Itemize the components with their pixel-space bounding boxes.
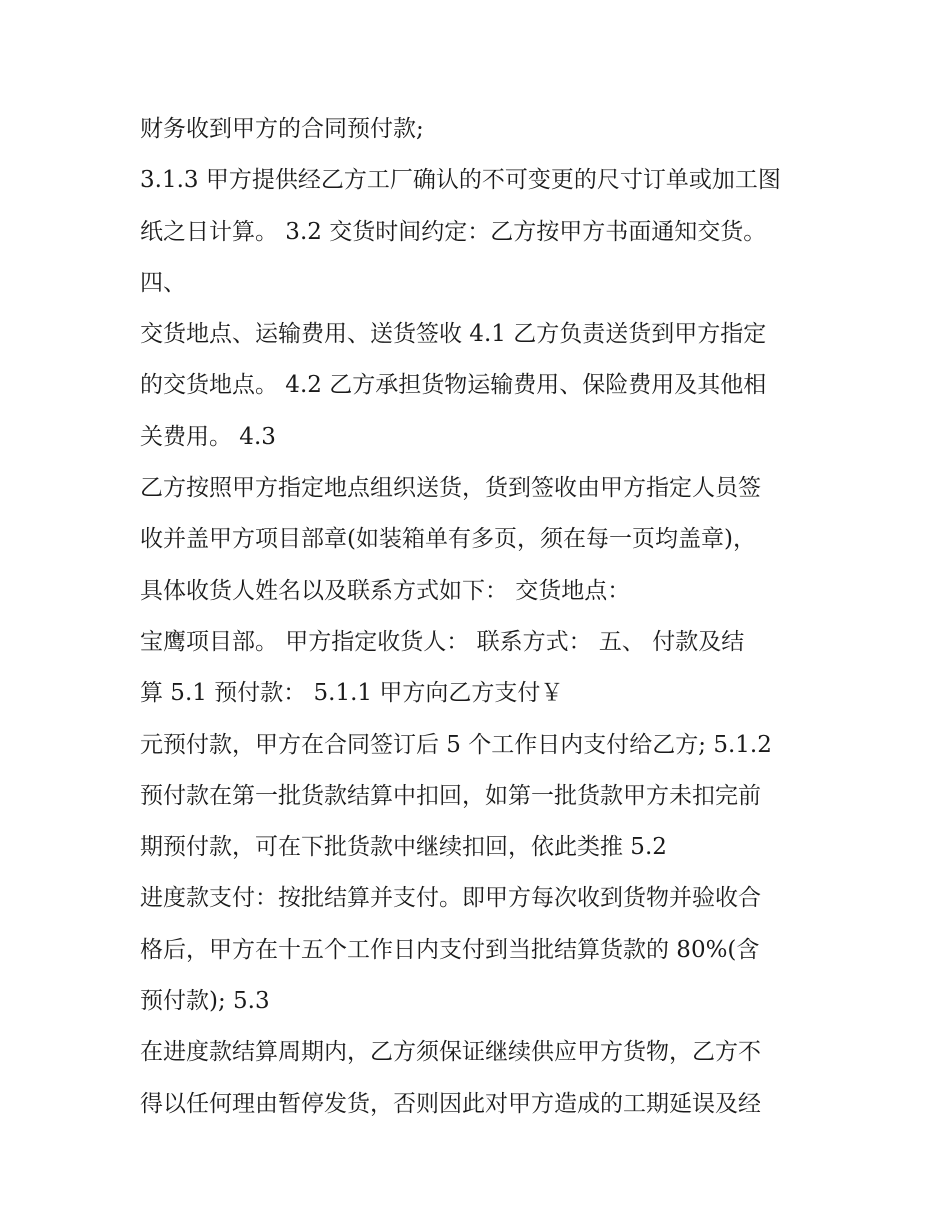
text-line: 具体收货人姓名以及联系方式如下： 交货地点： bbox=[140, 577, 631, 604]
text-line: 算 5.1 预付款： 5.1.1 甲方向乙方支付￥ bbox=[140, 680, 564, 707]
text-line: 财务收到甲方的合同预付款; bbox=[140, 116, 424, 142]
text-line: 3.1.3 甲方提供经乙方工厂确认的不可变更的尺寸订单或加工图 bbox=[140, 167, 781, 194]
text-line: 在进度款结算周期内，乙方须保证继续供应甲方货物，乙方不 bbox=[140, 1039, 761, 1066]
text-line: 格后，甲方在十五个工作日内支付到当批结算货款的 80%(含 bbox=[140, 936, 760, 963]
text-line: 关费用。 4.3 bbox=[140, 423, 276, 450]
text-line: 期预付款，可在下批货款中继续扣回，依此类推 5.2 bbox=[140, 834, 667, 861]
text-line: 四、 bbox=[140, 269, 186, 296]
text-line: 乙方按照甲方指定地点组织送货，货到签收由甲方指定人员签 bbox=[140, 475, 761, 502]
text-line: 预付款); 5.3 bbox=[140, 988, 270, 1015]
text-line: 纸之日计算。 3.2 交货时间约定：乙方按甲方书面通知交货。 bbox=[140, 218, 767, 245]
text-line: 元预付款，甲方在合同签订后 5 个工作日内支付给乙方; 5.1.2 bbox=[140, 731, 772, 758]
text-line: 收并盖甲方项目部章(如装箱单有多页，须在每一页均盖章)， bbox=[140, 526, 756, 553]
text-line: 预付款在第一批货款结算中扣回，如第一批货款甲方未扣完前 bbox=[140, 782, 761, 809]
text-line: 得以任何理由暂停发货，否则因此对甲方造成的工期延误及经 bbox=[140, 1090, 761, 1117]
text-line: 交货地点、运输费用、送货签收 4.1 乙方负责送货到甲方指定 bbox=[140, 321, 767, 348]
text-line: 宝鹰项目部。 甲方指定收货人： 联系方式： 五、 付款及结 bbox=[140, 628, 745, 655]
contract-text-body bbox=[140, 104, 840, 1130]
text-line: 进度款支付：按批结算并支付。即甲方每次收到货物并验收合 bbox=[140, 885, 761, 912]
text-line: 的交货地点。 4.2 乙方承担货物运输费用、保险费用及其他相 bbox=[140, 372, 767, 399]
